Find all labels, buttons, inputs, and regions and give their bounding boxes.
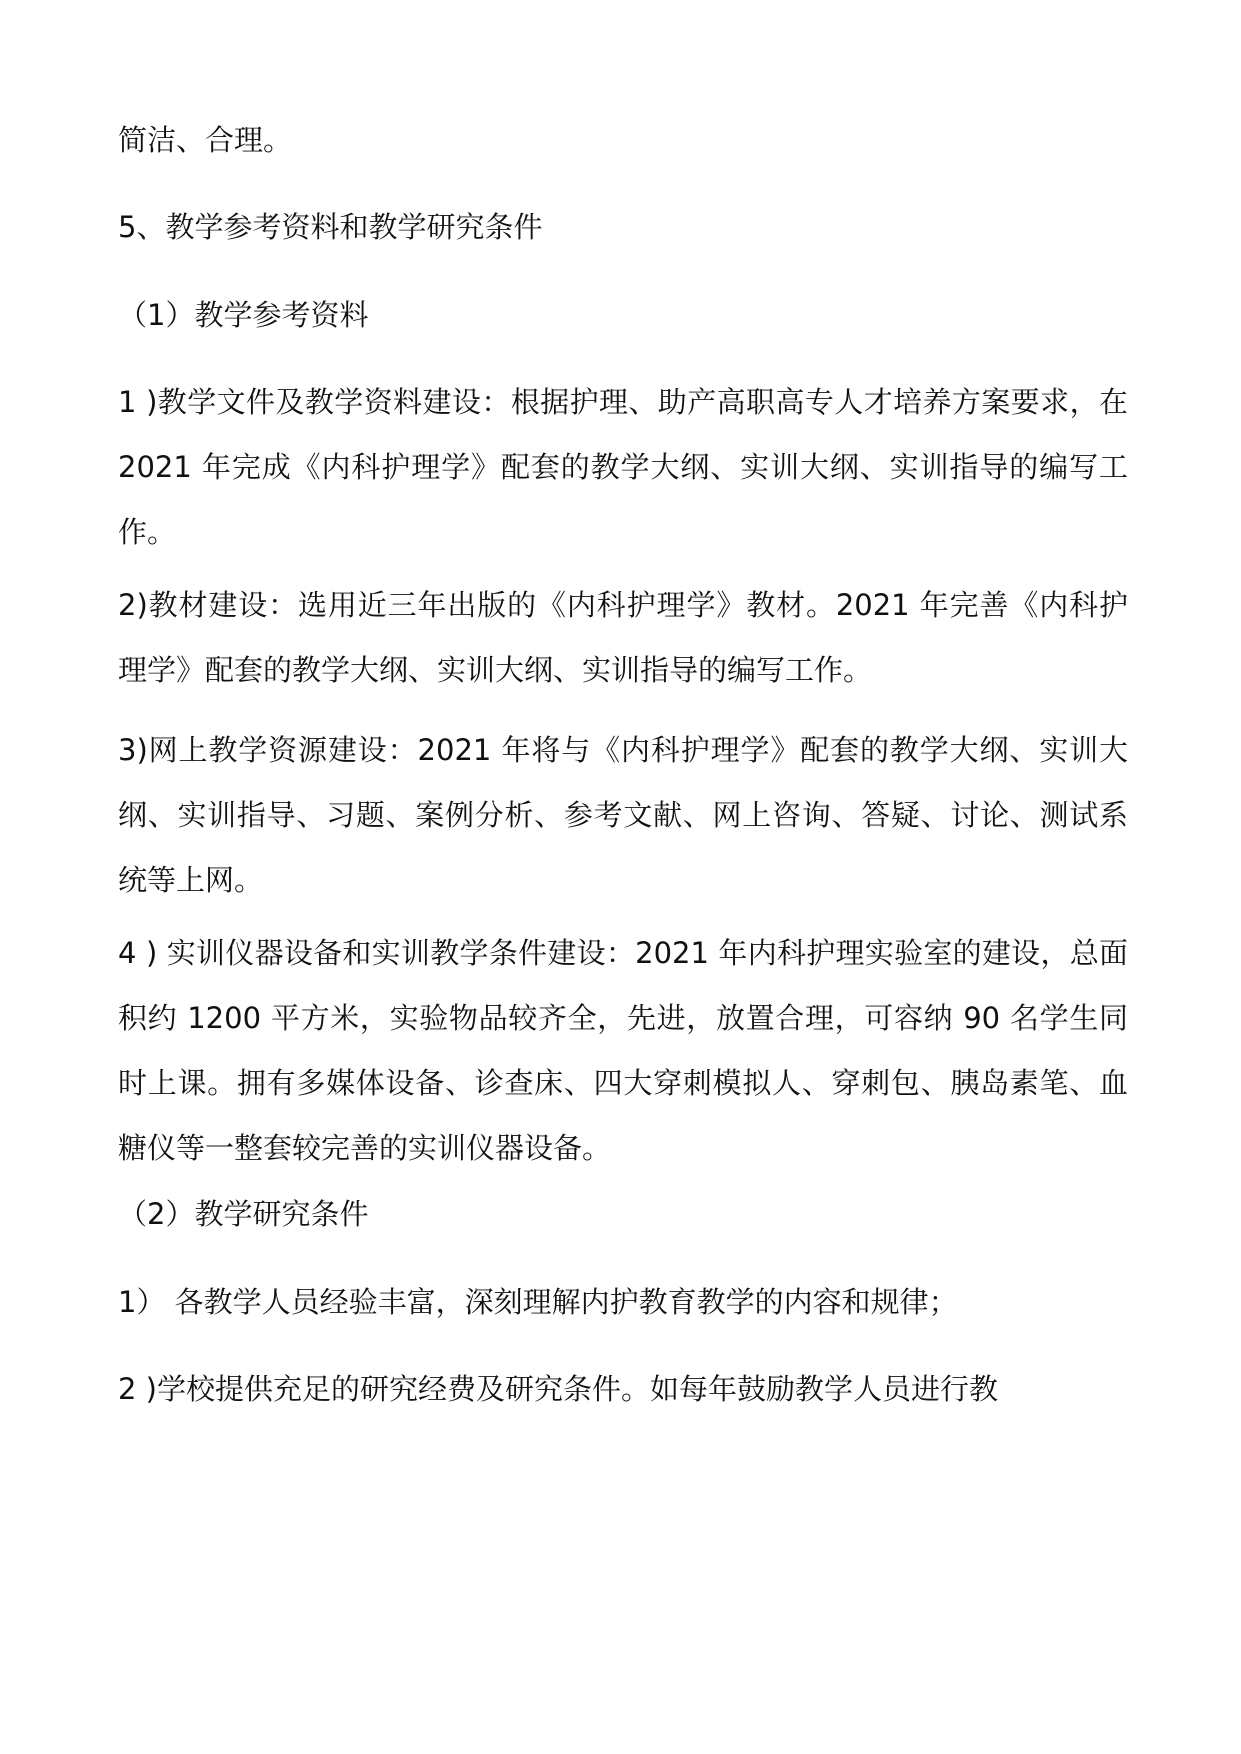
subheading-research-conditions: （2）教学研究条件 [118, 1197, 369, 1231]
paragraph-teaching-documents: 1 )教学文件及教学资料建设：根据护理、助产高职高专人才培养方案要求，在 2021 年完成《内科护理学》配套的教学大纲、实训大纲、实训指导的编写工作。 [118, 385, 1128, 549]
section-heading-5: 5、教学参考资料和教学研究条件 [118, 210, 543, 244]
paragraph-textbook-construction: 2)教材建设：选用近三年出版的《内科护理学》教材。2021 年完善《内科护理学》配套的教学大纲、实训大纲、实训指导的编写工作。 [118, 588, 1128, 687]
paragraph-online-resources: 3)网上教学资源建设：2021 年将与《内科护理学》配套的教学大纲、实训大纲、实训指导、习题、案例分析、参考文献、网上咨询、答疑、讨论、测试系统等上网。 [118, 733, 1128, 897]
paragraph-staff-experience: 1） 各教学人员经验丰富，深刻理解内护教育教学的内容和规律； [118, 1285, 958, 1319]
subheading-reference-materials: （1）教学参考资料 [118, 298, 369, 332]
paragraph-training-equipment: 4 ) 实训仪器设备和实训教学条件建设：2021 年内科护理实验室的建设，总面积约 1200 平方米，实验物品较齐全，先进，放置合理，可容纳 90 名学生同时上课。拥有多媒体设备、诊查床、四大穿刺模拟人、穿刺包、胰岛素笔、血糖仪等一整套较完善的实训仪器设备。 [118, 936, 1128, 1165]
paragraph-continuation: 简洁、合理。 [118, 123, 293, 157]
paragraph-research-funding: 2 )学校提供充足的研究经费及研究条件。如每年鼓励教学人员进行教 [118, 1372, 998, 1406]
